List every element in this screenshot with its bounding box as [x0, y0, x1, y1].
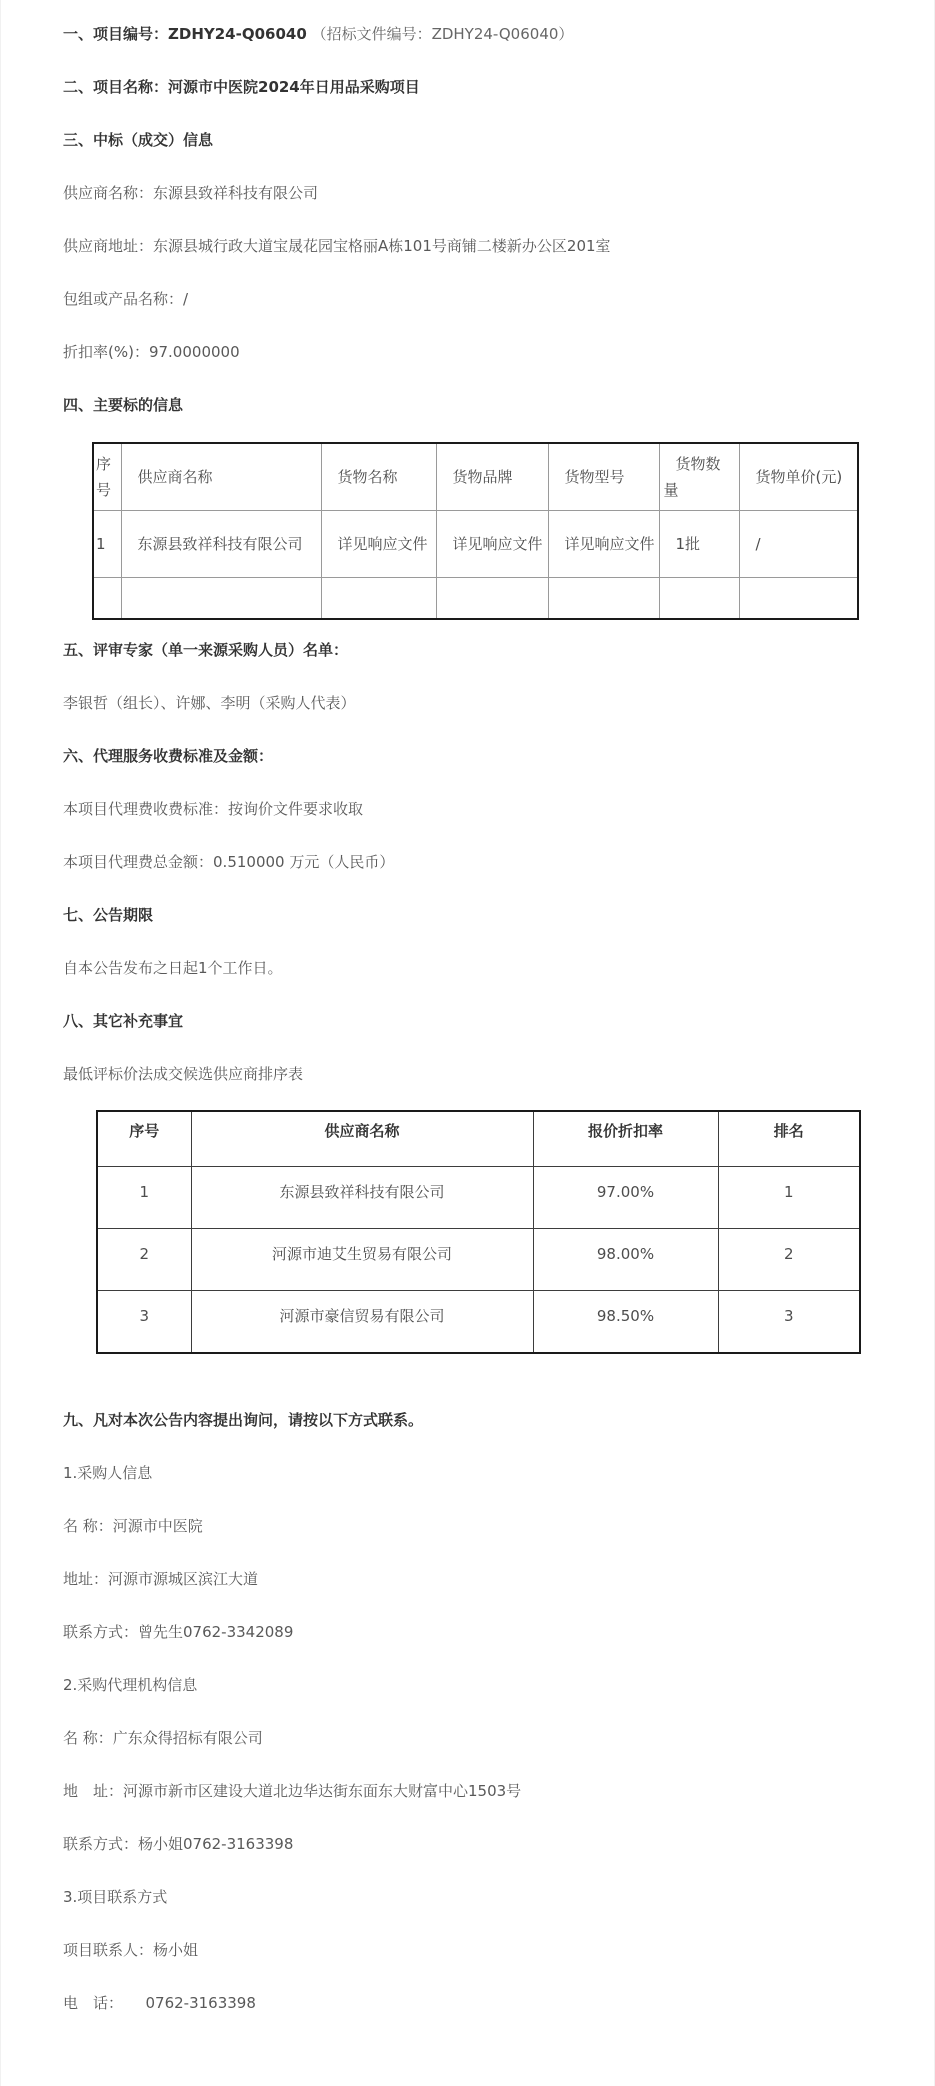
- package-name-line: 包组或产品名称：/: [63, 290, 189, 308]
- ranking-table-row: [97, 1291, 860, 1354]
- ranking-cell-supplier: 河源市迪艾生贸易有限公司: [191, 1229, 533, 1291]
- ranking-cell-index: 2: [97, 1229, 191, 1291]
- ranking-table-title: 最低评标价法成交候选供应商排序表: [63, 1065, 304, 1083]
- supplement-heading: 八、其它补充事宜: [63, 1012, 184, 1030]
- supplier-address-line: 供应商地址：东源县城行政大道宝晟花园宝格丽A栋101号商铺二楼新办公区201室: [63, 237, 611, 255]
- tender-doc-number-note: （招标文件编号：ZDHY24-Q06040）: [311, 25, 574, 43]
- notice-period-line: 自本公告发布之日起1个工作日。: [63, 959, 283, 977]
- ranking-cell-discount: 98.00%: [533, 1229, 718, 1291]
- subject-cell-index: 1: [93, 511, 121, 578]
- agency-fee-amount-line: 本项目代理费总金额：0.510000 万元（人民币）: [63, 853, 395, 871]
- project-number: 一、项目编号：ZDHY24-Q06040: [63, 25, 307, 43]
- subject-table-empty-row: [93, 578, 858, 620]
- project-contact-phone-line: 电 话： 0762-3163398: [63, 1994, 256, 2012]
- ranking-cell-rank: 3: [718, 1291, 860, 1354]
- subject-col-index: 序号: [93, 443, 121, 511]
- agency-fee-standard-line: 本项目代理费收费标准：按询价文件要求收取: [63, 800, 364, 818]
- subject-cell-goods-price: /: [739, 511, 858, 578]
- award-heading: 三、中标（成交）信息: [63, 131, 214, 149]
- ranking-table-header-row: [97, 1111, 860, 1167]
- ranking-table-row: [97, 1167, 860, 1229]
- subject-cell-goods-brand: 详见响应文件: [436, 511, 548, 578]
- subject-cell-goods-name: 详见响应文件: [321, 511, 436, 578]
- purchaser-name-line: 名 称：河源市中医院: [63, 1517, 203, 1535]
- agency-address-line: 地 址：河源市新市区建设大道北边华达街东面东大财富中心1503号: [63, 1782, 522, 1800]
- ranking-cell-discount: 97.00%: [533, 1167, 718, 1229]
- ranking-col-supplier: 供应商名称: [191, 1111, 533, 1167]
- contact-heading: 九、凡对本次公告内容提出询问，请按以下方式联系。: [63, 1411, 424, 1429]
- ranking-col-rank: 排名: [718, 1111, 860, 1167]
- ranking-col-index: 序号: [97, 1111, 191, 1167]
- subject-col-goods-name: 货物名称: [321, 443, 436, 511]
- ranking-cell-index: 3: [97, 1291, 191, 1354]
- subject-table-row: [93, 511, 858, 578]
- subject-col-goods-model: 货物型号: [548, 443, 659, 511]
- subject-table-header-row: [93, 443, 858, 511]
- purchaser-address-line: 地址：河源市源城区滨江大道: [63, 1570, 259, 1588]
- agency-fee-heading: 六、代理服务收费标准及金额：: [63, 747, 274, 765]
- ranking-cell-rank: 1: [718, 1167, 860, 1229]
- ranking-table-row: [97, 1229, 860, 1291]
- ranking-cell-supplier: 东源县致祥科技有限公司: [191, 1167, 533, 1229]
- discount-rate-line: 折扣率(%)：97.0000000: [63, 343, 240, 361]
- agency-name-line: 名 称：广东众得招标有限公司: [63, 1729, 263, 1747]
- project-number-line: [63, 24, 872, 44]
- purchaser-contact-line: 联系方式：曾先生0762-3342089: [63, 1623, 294, 1641]
- project-name-line: 二、项目名称：河源市中医院2024年日用品采购项目: [63, 78, 420, 96]
- agency-contact-line: 联系方式：杨小姐0762-3163398: [63, 1835, 294, 1853]
- subject-cell-goods-model: 详见响应文件: [548, 511, 659, 578]
- subject-cell-goods-qty: 1批: [659, 511, 739, 578]
- supplier-name-line: 供应商名称：东源县致祥科技有限公司: [63, 184, 319, 202]
- experts-names-line: 李银哲（组长）、许娜、李明（采购人代表）: [63, 694, 356, 712]
- ranking-col-discount: 报价折扣率: [533, 1111, 718, 1167]
- ranking-table: [96, 1110, 861, 1354]
- project-contact-person-line: 项目联系人：杨小姐: [63, 1941, 199, 1959]
- subject-col-supplier: 供应商名称: [121, 443, 321, 511]
- subject-col-goods-brand: 货物品牌: [436, 443, 548, 511]
- experts-heading: 五、评审专家（单一来源采购人员）名单：: [63, 641, 349, 659]
- notice-period-heading: 七、公告期限: [63, 906, 154, 924]
- ranking-cell-supplier: 河源市豪信贸易有限公司: [191, 1291, 533, 1354]
- subject-cell-supplier: 东源县致祥科技有限公司: [121, 511, 321, 578]
- agency-info-title: 2.采购代理机构信息: [63, 1676, 198, 1694]
- ranking-cell-index: 1: [97, 1167, 191, 1229]
- project-contact-title: 3.项目联系方式: [63, 1888, 168, 1906]
- ranking-cell-discount: 98.50%: [533, 1291, 718, 1354]
- subject-col-goods-qty: 货物数量: [659, 443, 739, 511]
- ranking-cell-rank: 2: [718, 1229, 860, 1291]
- subject-heading: 四、主要标的信息: [63, 396, 184, 414]
- subject-table: [92, 442, 859, 620]
- purchaser-info-title: 1.采购人信息: [63, 1464, 153, 1482]
- subject-col-goods-price: 货物单价(元): [739, 443, 858, 511]
